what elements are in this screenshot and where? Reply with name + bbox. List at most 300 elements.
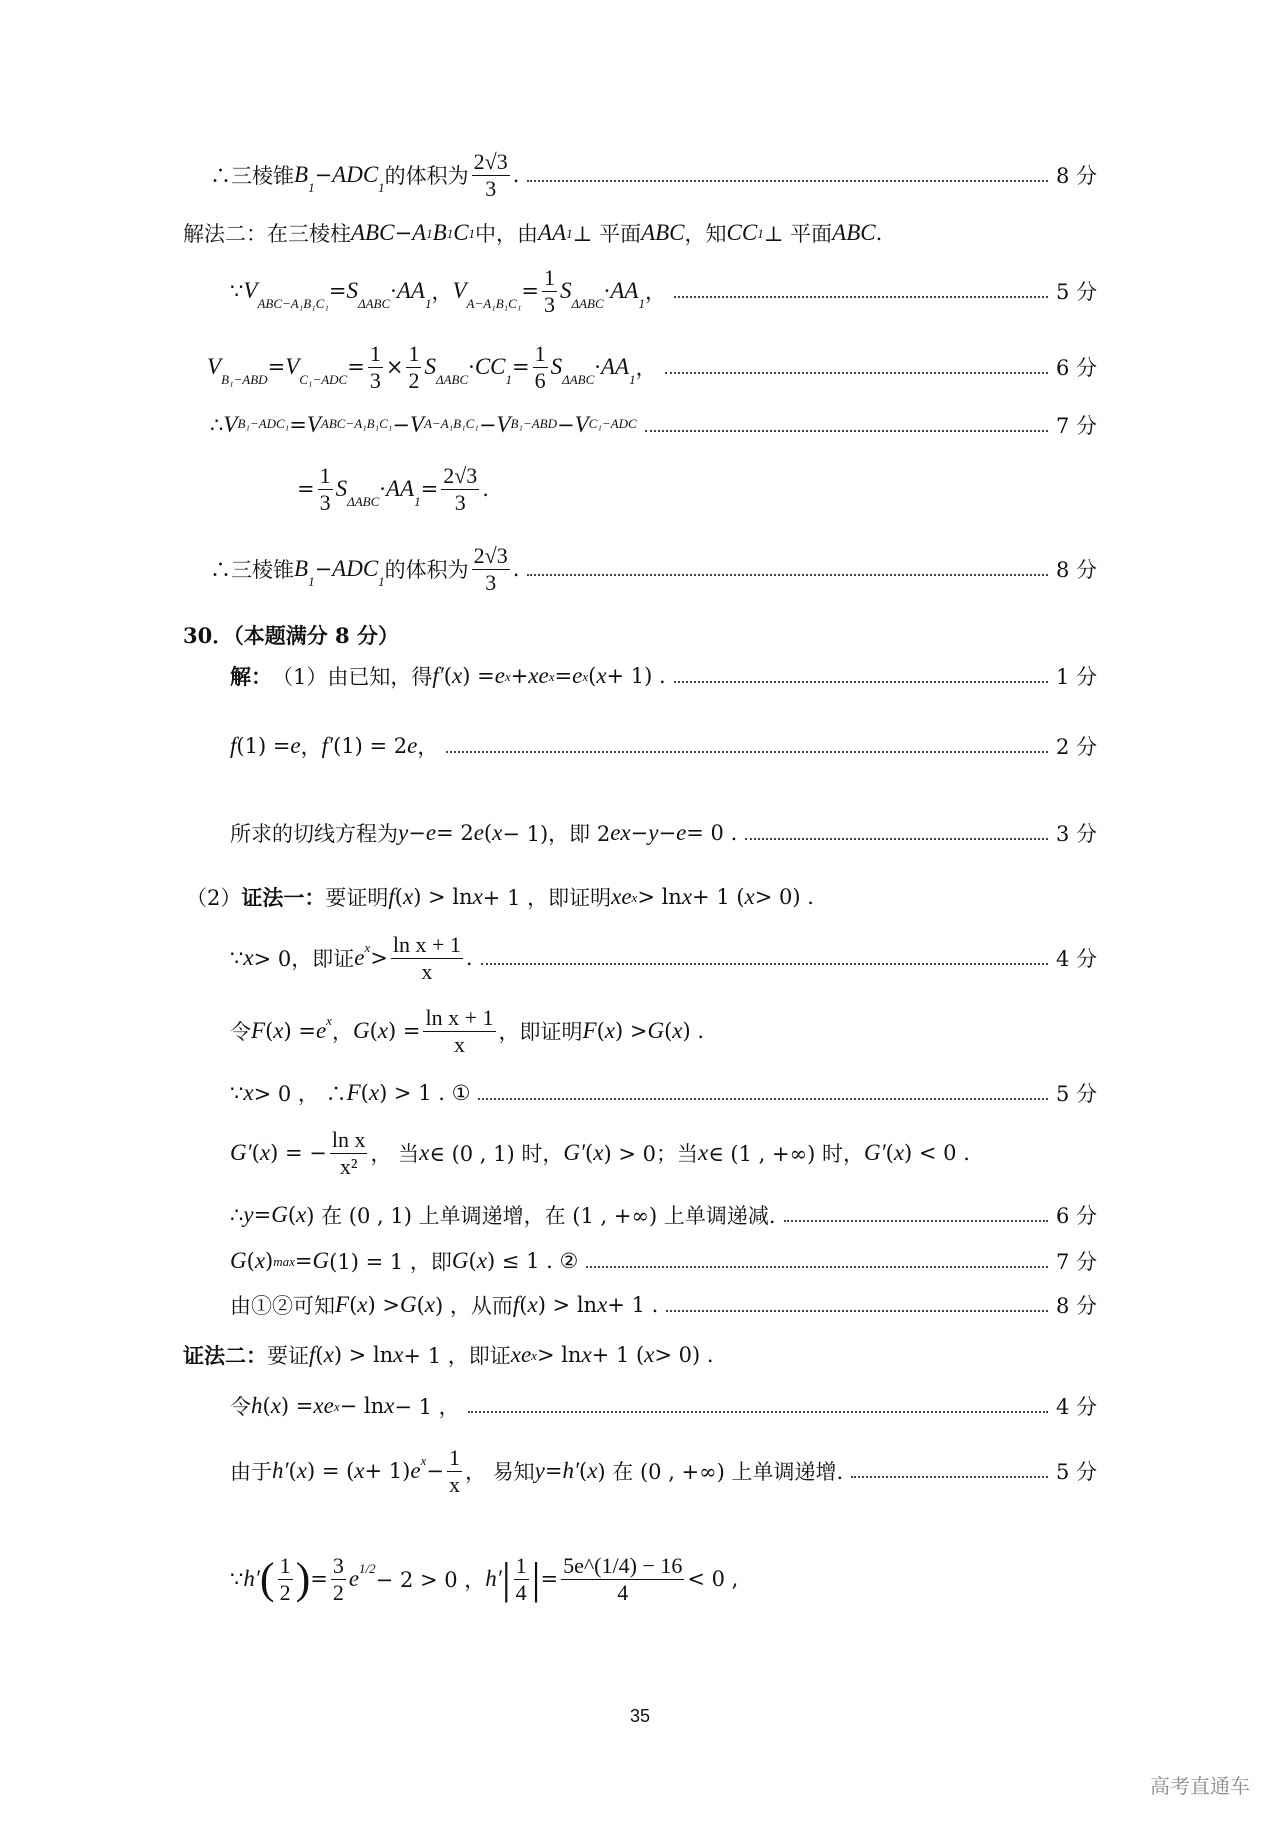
text-run: ) = bbox=[280, 1394, 314, 1418]
text-run: = bbox=[297, 477, 315, 501]
fraction-denominator: 2 bbox=[279, 1579, 291, 1605]
line-content bbox=[230, 661, 666, 691]
math-variable: F bbox=[251, 1018, 266, 1043]
line-content bbox=[230, 1246, 578, 1276]
bold-label: 解： bbox=[230, 664, 272, 689]
fraction-numerator: ln x + 1 bbox=[425, 1004, 494, 1030]
math-subscript: B₁−ADC₁ bbox=[237, 416, 290, 431]
text-run: ， bbox=[635, 356, 657, 380]
math-variable: xe bbox=[611, 884, 632, 909]
text-run: + 1 . bbox=[607, 1293, 659, 1317]
math-variable: B bbox=[294, 556, 309, 581]
page-number: 35 bbox=[629, 1706, 651, 1726]
text-run: ( bbox=[885, 1141, 894, 1165]
math-fraction bbox=[278, 1553, 293, 1606]
text-run: ( bbox=[287, 1203, 297, 1227]
math-variable: f′ bbox=[321, 733, 334, 758]
text-run: ( bbox=[394, 885, 403, 909]
text-run: ， bbox=[431, 280, 453, 304]
text-run: ) . bbox=[682, 1019, 705, 1043]
math-superscript: x bbox=[326, 1012, 332, 1028]
math-variable: CC bbox=[726, 220, 758, 245]
fraction-numerator: 1 bbox=[319, 462, 331, 488]
fraction-denominator: x² bbox=[339, 1153, 358, 1179]
math-subscript: ABC−A₁B₁C₁ bbox=[257, 295, 329, 311]
line-content bbox=[207, 341, 657, 394]
text-run: ) > 1 . ① bbox=[379, 1081, 471, 1105]
solution-line bbox=[186, 867, 1097, 927]
text-run: (1) = 1 ，即 bbox=[329, 1250, 452, 1274]
text-run: ⊥ 平面 bbox=[572, 222, 642, 246]
math-subscript: 1 bbox=[378, 179, 385, 195]
text-run: = bbox=[512, 355, 530, 379]
text-run: − bbox=[314, 557, 333, 581]
text-run: > 0) . bbox=[654, 1343, 714, 1367]
text-run: ( bbox=[585, 1141, 594, 1165]
text-run: − bbox=[557, 413, 575, 437]
fraction-denominator: 3 bbox=[319, 489, 331, 515]
text-run: × bbox=[385, 355, 404, 379]
line-content bbox=[183, 1340, 714, 1370]
math-superscript: x bbox=[582, 669, 589, 684]
math-variable: x bbox=[273, 1018, 284, 1043]
math-subscript: ABC−A₁B₁C₁ bbox=[320, 416, 393, 431]
text-run: 令 bbox=[230, 1395, 251, 1419]
math-subscript: A−A₁B₁C₁ bbox=[466, 295, 522, 311]
math-variable: V bbox=[306, 412, 321, 437]
text-run: ) > bbox=[367, 1293, 400, 1317]
fraction-numerator: ln x + 1 bbox=[392, 931, 461, 957]
watermark: 高考直通车 bbox=[1150, 1774, 1250, 1798]
math-variable: V bbox=[496, 412, 511, 437]
math-fraction bbox=[472, 543, 510, 596]
text-run: ( bbox=[468, 1249, 477, 1273]
fraction-numerator: 1 bbox=[408, 340, 420, 366]
text-run: ， 当 bbox=[370, 1142, 420, 1166]
fraction-numerator: 2√3 bbox=[473, 542, 508, 568]
text-run: ( bbox=[588, 664, 597, 688]
dotted-leader bbox=[478, 1098, 1048, 1100]
math-variable: x bbox=[384, 1393, 395, 1418]
text-run: ∴三棱锥 bbox=[210, 558, 294, 582]
score-label: 8 分 bbox=[1055, 1294, 1097, 1318]
math-variable: e bbox=[425, 820, 437, 845]
math-variable: G′ bbox=[863, 1140, 886, 1165]
text-run: ) > bbox=[614, 1019, 648, 1043]
text-run: = bbox=[554, 664, 573, 688]
text-run: + 1 ( bbox=[692, 885, 745, 909]
math-subscript: ΔABC bbox=[562, 371, 595, 387]
text-run: − bbox=[658, 821, 677, 845]
score-label: 5 分 bbox=[1055, 280, 1097, 304]
text-run: > ln bbox=[536, 1343, 582, 1367]
line-content bbox=[230, 1290, 658, 1320]
math-variable: e bbox=[494, 663, 505, 688]
text-run: = 2 bbox=[436, 821, 474, 845]
math-subscript: 1 bbox=[638, 295, 645, 311]
line-content bbox=[210, 149, 519, 202]
solution-line bbox=[230, 646, 1097, 706]
math-variable: S bbox=[346, 278, 358, 303]
math-variable: h′ bbox=[485, 1566, 502, 1591]
math-subscript: 1 bbox=[308, 573, 315, 589]
math-variable: G bbox=[230, 1248, 247, 1273]
math-variable: f bbox=[230, 733, 237, 758]
text-run: − 2 > 0 ， bbox=[375, 1568, 486, 1592]
score-label: 8 分 bbox=[1055, 164, 1097, 188]
math-fraction bbox=[318, 463, 333, 516]
math-variable: V bbox=[243, 278, 258, 303]
math-variable: S bbox=[424, 354, 436, 379]
text-run: = bbox=[544, 1459, 563, 1483]
text-run: − bbox=[394, 221, 413, 245]
text-run: · bbox=[379, 477, 386, 501]
text-run: ， 易知 bbox=[464, 1460, 535, 1484]
text-run: + 1 ，即证 bbox=[403, 1344, 511, 1368]
fraction-denominator: 2 bbox=[332, 1579, 344, 1605]
math-fraction bbox=[331, 1553, 346, 1606]
dotted-leader bbox=[851, 1476, 1048, 1478]
text-run: · bbox=[468, 355, 475, 379]
text-run: ∵ bbox=[230, 946, 244, 970]
math-variable: F bbox=[346, 1080, 361, 1105]
dotted-leader bbox=[784, 1220, 1048, 1222]
math-fraction bbox=[447, 1445, 462, 1498]
math-subscript: 1 bbox=[629, 371, 636, 387]
math-variable: ex bbox=[610, 820, 631, 845]
math-variable: y bbox=[243, 1202, 254, 1227]
math-variable: V bbox=[285, 354, 300, 379]
bold-label: 证法一： bbox=[241, 885, 326, 910]
text-run: ∵ bbox=[230, 1081, 244, 1105]
text-run: = bbox=[267, 355, 286, 379]
line-content bbox=[230, 265, 666, 318]
fraction-denominator: x bbox=[421, 958, 433, 984]
math-variable: e bbox=[315, 1018, 327, 1043]
math-variable: F bbox=[582, 1018, 597, 1043]
text-run: 中，由 bbox=[475, 222, 539, 246]
text-run: < 0 , bbox=[687, 1567, 739, 1591]
text-run: = bbox=[347, 355, 365, 379]
math-variable: e bbox=[290, 733, 301, 758]
math-variable: G bbox=[271, 1202, 288, 1227]
solution-line bbox=[230, 1001, 1097, 1061]
math-variable: AA bbox=[610, 278, 639, 303]
dotted-leader bbox=[674, 681, 1048, 683]
line-content bbox=[297, 463, 489, 516]
dotted-leader bbox=[674, 296, 1048, 298]
score-label: 6 分 bbox=[1055, 356, 1097, 380]
text-run: ， bbox=[331, 1020, 353, 1044]
math-variable: B bbox=[432, 220, 447, 245]
math-fraction bbox=[406, 341, 421, 394]
text-run: ⊥ 平面 bbox=[763, 222, 833, 246]
math-variable: x bbox=[402, 884, 414, 909]
fraction-denominator: 4 bbox=[617, 1579, 629, 1605]
math-variable: x bbox=[597, 1292, 608, 1317]
text-run: > ln bbox=[637, 885, 682, 909]
text-run: > bbox=[370, 946, 388, 970]
text-run: （1）由已知，得 bbox=[272, 665, 433, 689]
text-run: > 0 ， ∴ bbox=[253, 1082, 347, 1106]
fraction-denominator: x bbox=[448, 1471, 460, 1497]
text-run: + 1) . bbox=[606, 664, 666, 688]
math-fraction bbox=[472, 149, 510, 202]
math-delimiter: | bbox=[501, 1554, 511, 1603]
math-variable: x bbox=[452, 663, 463, 688]
math-variable: x bbox=[243, 945, 254, 970]
math-variable: h′ bbox=[243, 1566, 260, 1591]
math-variable: x bbox=[587, 1458, 598, 1483]
text-run: ( bbox=[596, 1019, 605, 1043]
math-variable: x bbox=[492, 820, 503, 845]
math-superscript: 1/2 bbox=[359, 1560, 376, 1576]
math-variable: G bbox=[647, 1018, 665, 1043]
line-content bbox=[230, 1200, 776, 1230]
dotted-leader bbox=[745, 838, 1048, 840]
line-content bbox=[230, 1445, 843, 1498]
math-variable: x bbox=[644, 1342, 655, 1367]
math-variable: e bbox=[473, 820, 484, 845]
math-variable: x bbox=[893, 1140, 905, 1165]
text-run: 解法二：在三棱柱 bbox=[183, 222, 351, 246]
fraction-numerator: 1 bbox=[515, 1552, 527, 1578]
text-run: ) > ln bbox=[413, 885, 473, 909]
text-run: > 0) . bbox=[754, 885, 814, 909]
math-delimiter: ( bbox=[259, 1554, 275, 1603]
text-run: ( bbox=[360, 1081, 369, 1105]
text-run: ( bbox=[416, 1293, 425, 1317]
line-content bbox=[230, 1078, 470, 1108]
math-variable: x bbox=[424, 1292, 435, 1317]
math-variable: h′ bbox=[562, 1458, 579, 1483]
line-content bbox=[210, 543, 519, 596]
solution-line bbox=[207, 337, 1097, 397]
text-run: ( bbox=[369, 1019, 378, 1043]
score-label: 5 分 bbox=[1055, 1082, 1097, 1106]
math-variable: AA bbox=[396, 278, 425, 303]
text-run: . bbox=[482, 477, 489, 501]
text-run: . bbox=[512, 557, 520, 581]
line-content bbox=[186, 882, 814, 912]
line-content bbox=[183, 218, 882, 248]
fraction-denominator: 2 bbox=[408, 367, 420, 393]
text-run: = bbox=[420, 477, 439, 501]
text-run: 要证明 bbox=[325, 886, 389, 910]
math-variable: f bbox=[512, 1292, 520, 1317]
text-run: ∵ bbox=[230, 279, 244, 303]
math-variable: x bbox=[254, 1248, 266, 1273]
text-run: − bbox=[426, 1459, 444, 1483]
math-subscript: 1 bbox=[505, 371, 512, 387]
text-run: ) 在 (0 , 1) 上单调递增，在 (1 , +∞) 上单调递减. bbox=[306, 1204, 776, 1228]
solution-line bbox=[210, 145, 1097, 205]
math-variable: G′ bbox=[230, 1140, 252, 1165]
math-subscript: C₁−ADC bbox=[588, 416, 637, 431]
solution-line bbox=[230, 928, 1097, 988]
text-run: ) ≤ 1 . ② bbox=[486, 1249, 579, 1273]
dotted-leader bbox=[665, 372, 1048, 374]
math-variable: x bbox=[527, 1292, 538, 1317]
bold-label: 证法二： bbox=[183, 1343, 267, 1368]
math-fraction bbox=[423, 1005, 495, 1058]
text-run: · bbox=[594, 355, 601, 379]
math-superscript: x bbox=[420, 1452, 427, 1468]
math-variable: e bbox=[348, 1566, 360, 1591]
text-run: ( bbox=[265, 1019, 274, 1043]
text-run: ) > 0；当 bbox=[603, 1142, 698, 1166]
fraction-numerator: 1 bbox=[534, 340, 546, 366]
score-label: 5 分 bbox=[1055, 1460, 1097, 1484]
math-fraction bbox=[368, 341, 383, 394]
text-run: ) = ( bbox=[306, 1459, 355, 1483]
text-run: ， bbox=[644, 280, 666, 304]
math-variable: AA bbox=[385, 476, 415, 501]
fraction-numerator: 1 bbox=[543, 264, 555, 290]
math-subscript: 1 bbox=[378, 573, 385, 589]
math-subscript: C₁−ADC bbox=[299, 371, 348, 387]
text-run: ， bbox=[300, 735, 322, 759]
text-run: − 1 ， bbox=[394, 1395, 460, 1419]
math-variable: F bbox=[335, 1292, 350, 1317]
text-run: ∴三棱锥 bbox=[210, 164, 294, 188]
math-variable: e bbox=[676, 820, 687, 845]
math-subscript: max bbox=[273, 1254, 295, 1269]
math-variable: y bbox=[648, 820, 659, 845]
solution-line bbox=[230, 803, 1097, 863]
fraction-numerator: 2√3 bbox=[473, 148, 508, 174]
text-run: ) > ln bbox=[333, 1343, 394, 1367]
math-variable: ADC bbox=[332, 556, 379, 581]
line-content bbox=[210, 412, 637, 438]
math-superscript: x bbox=[631, 890, 638, 905]
solution-line bbox=[230, 716, 1097, 776]
solution-line bbox=[230, 1441, 1097, 1501]
math-variable: x bbox=[296, 1458, 307, 1483]
text-run: − ln bbox=[339, 1394, 385, 1418]
dotted-leader bbox=[586, 1266, 1048, 1268]
line-content bbox=[230, 1005, 704, 1058]
math-variable: h′ bbox=[272, 1458, 289, 1483]
math-variable: e bbox=[410, 1458, 421, 1483]
math-variable: x bbox=[596, 663, 607, 688]
dotted-leader bbox=[468, 1411, 1048, 1413]
text-run: ) = − bbox=[270, 1141, 327, 1165]
math-fraction bbox=[391, 932, 463, 985]
bold-label: 30．（本题满分 8 分） bbox=[183, 623, 399, 648]
solution-line bbox=[210, 395, 1097, 455]
math-variable: x bbox=[681, 884, 693, 909]
text-run: ( bbox=[246, 1249, 255, 1273]
score-label: 4 分 bbox=[1055, 947, 1097, 971]
math-variable: f bbox=[388, 884, 395, 909]
text-run: = bbox=[289, 413, 307, 437]
text-run: 由①②可知 bbox=[230, 1294, 335, 1318]
score-label: 8 分 bbox=[1055, 558, 1097, 582]
math-variable: x bbox=[243, 1080, 254, 1105]
solution-line bbox=[230, 261, 1097, 321]
dotted-leader bbox=[645, 430, 1048, 432]
solution-line bbox=[183, 203, 1097, 263]
math-fraction bbox=[561, 1553, 684, 1606]
fraction-numerator: 3 bbox=[332, 1552, 344, 1578]
math-subscript: 1 bbox=[446, 226, 454, 241]
text-run: − bbox=[408, 821, 426, 845]
math-subscript: 1 bbox=[414, 493, 421, 509]
text-run: 的体积为 bbox=[384, 558, 469, 582]
math-variable: ABC bbox=[351, 220, 395, 245]
text-run: ( bbox=[315, 1343, 324, 1367]
math-subscript: ΔABC bbox=[357, 295, 391, 311]
dotted-leader bbox=[666, 1310, 1048, 1312]
text-run: + 1 ，即证明 bbox=[482, 886, 612, 910]
score-label: 7 分 bbox=[1055, 1250, 1097, 1274]
math-variable: x bbox=[368, 1080, 380, 1105]
text-run: 所求的切线方程为 bbox=[230, 822, 398, 846]
math-variable: xe bbox=[510, 1342, 532, 1367]
math-fraction bbox=[533, 341, 548, 394]
text-run: − bbox=[314, 163, 333, 187]
math-variable: S bbox=[335, 476, 348, 501]
math-variable: ABC bbox=[641, 220, 685, 245]
fraction-denominator: 4 bbox=[515, 1579, 527, 1605]
text-run: ) 在 (0 , +∞) 上单调递增. bbox=[597, 1460, 844, 1484]
math-variable: xe bbox=[528, 663, 549, 688]
solution-line bbox=[230, 1123, 1097, 1183]
text-run: ( bbox=[483, 821, 493, 845]
math-variable: AA bbox=[538, 220, 567, 245]
fraction-numerator: 1 bbox=[369, 340, 381, 366]
text-run: (1) = bbox=[236, 734, 291, 758]
text-run: ∈ (1 , +∞) 时， bbox=[708, 1142, 864, 1166]
math-variable: x bbox=[604, 1018, 615, 1043]
text-run: ( bbox=[443, 664, 452, 688]
math-subscript: ΔABC bbox=[571, 295, 604, 311]
text-run: 的体积为 bbox=[384, 164, 469, 188]
line-content bbox=[230, 818, 737, 848]
math-variable: x bbox=[672, 1018, 683, 1043]
text-run: − 1)，即 2 bbox=[502, 822, 611, 846]
text-run: − bbox=[478, 413, 497, 437]
solution-line bbox=[230, 1376, 1097, 1436]
math-superscript: x bbox=[364, 939, 371, 955]
math-subscript: ΔABC bbox=[435, 371, 469, 387]
solution-line bbox=[230, 1063, 1097, 1123]
math-variable: x bbox=[354, 1458, 365, 1483]
math-variable: x bbox=[393, 1342, 404, 1367]
math-variable: e bbox=[407, 733, 418, 758]
fraction-denominator: x bbox=[453, 1031, 465, 1057]
math-variable: V bbox=[452, 278, 467, 303]
math-subscript: B₁−ABD bbox=[510, 416, 557, 431]
math-variable: G′ bbox=[563, 1140, 586, 1165]
text-run: ， bbox=[417, 735, 439, 759]
text-run: ) bbox=[265, 1249, 274, 1273]
math-variable: G bbox=[312, 1248, 330, 1273]
text-run: ∵ bbox=[230, 1567, 244, 1591]
fraction-numerator: 1 bbox=[448, 1444, 460, 1470]
math-subscript: 1 bbox=[308, 179, 315, 195]
math-variable: x bbox=[357, 1292, 368, 1317]
text-run: . bbox=[875, 221, 883, 245]
text-run: （2） bbox=[186, 886, 242, 910]
math-variable: y bbox=[534, 1458, 545, 1483]
score-label: 2 分 bbox=[1055, 735, 1097, 759]
math-variable: G bbox=[451, 1248, 469, 1273]
math-variable: G bbox=[352, 1018, 370, 1043]
math-variable: x bbox=[419, 1140, 430, 1165]
text-run: ( bbox=[579, 1459, 588, 1483]
